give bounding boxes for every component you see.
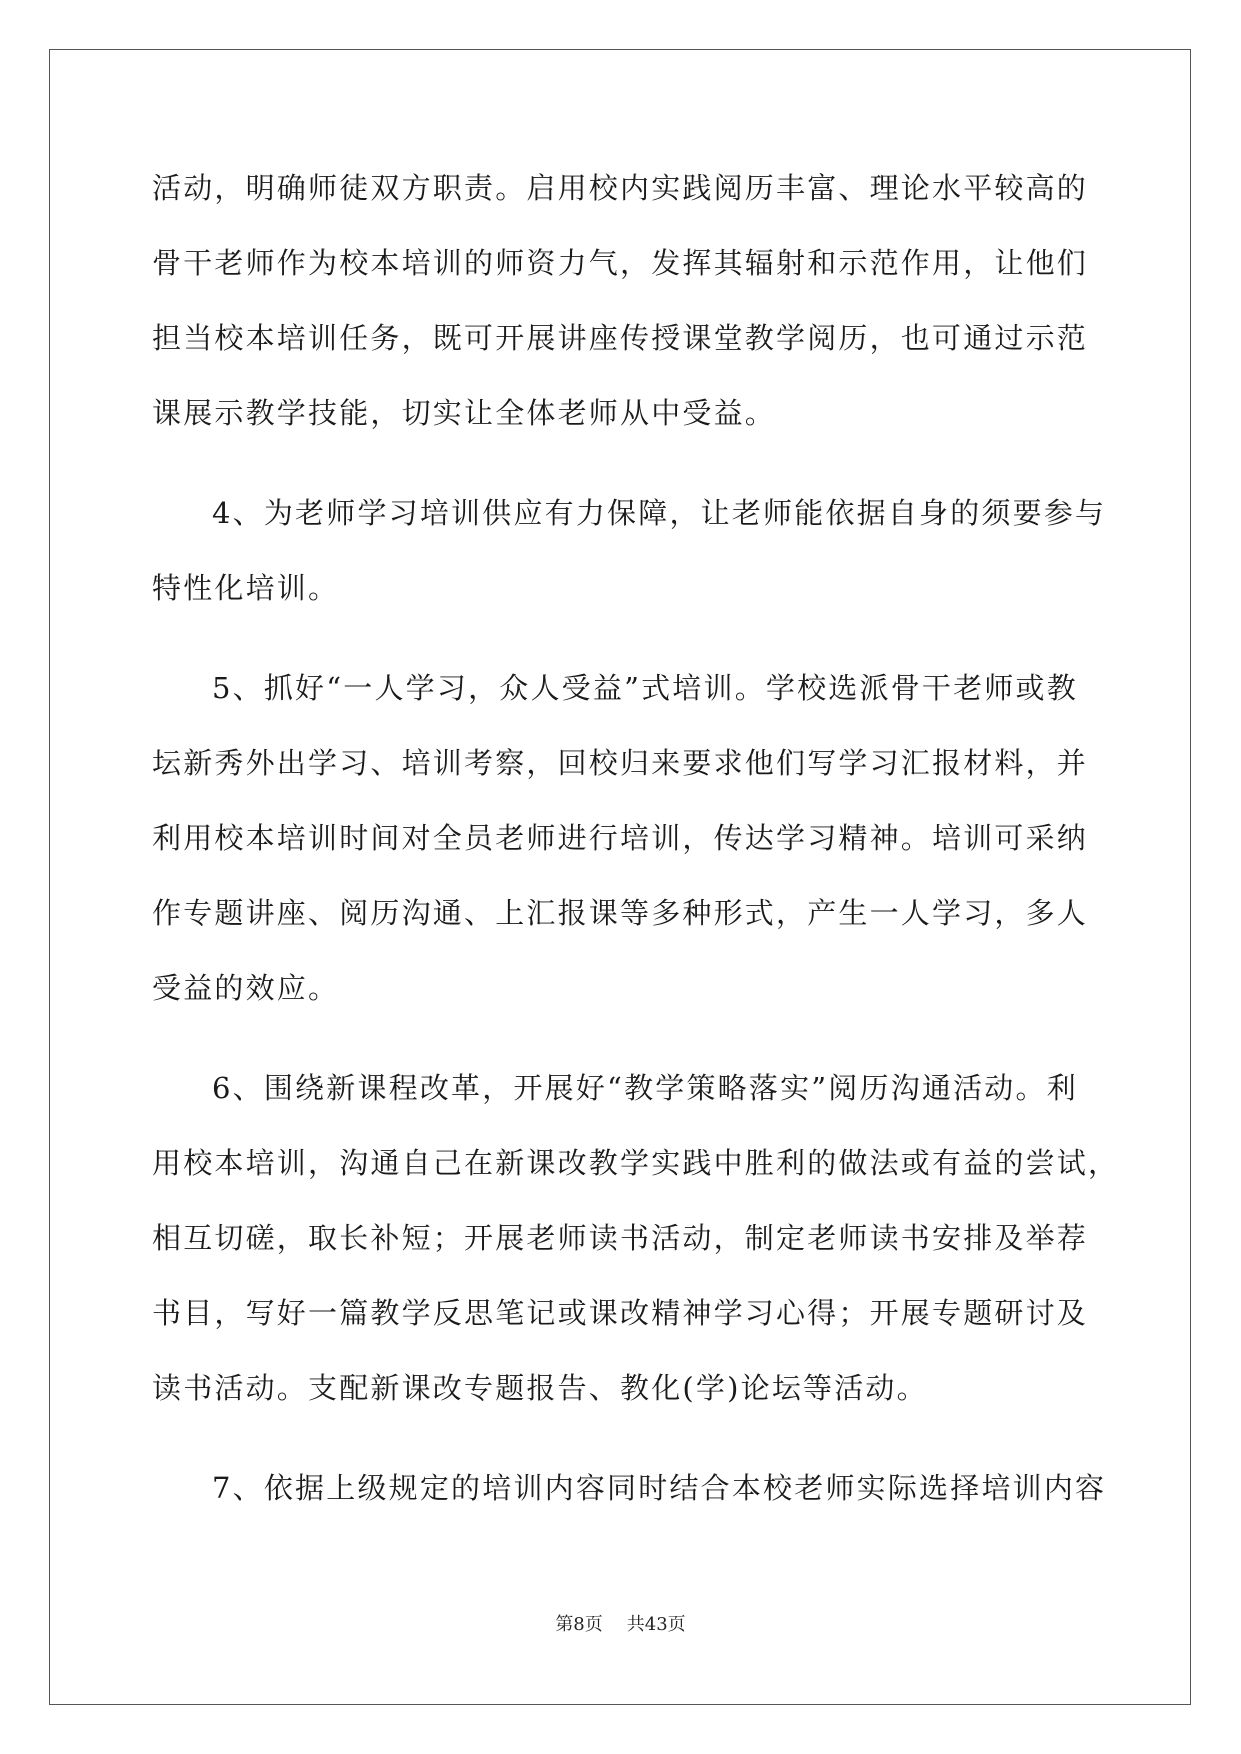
text-line: 用校本培训，沟通自己在新课改教学实践中胜利的做法或有益的尝试， [152, 1146, 1120, 1180]
text-line: 活动，明确师徒双方职责。启用校内实践阅历丰富、理论水平较高的 [152, 171, 1089, 205]
text-line: 特性化培训。 [152, 571, 340, 605]
text-line: 课展示教学技能，切实让全体老师从中受益。 [152, 396, 777, 430]
paragraph-5-start: 5、抓好“一人学习，众人受益”式培训。学校选派骨干老师或教 [212, 671, 1078, 705]
text-line: 作专题讲座、阅历沟通、上汇报课等多种形式，产生一人学习，多人 [152, 896, 1089, 930]
text-line: 担当校本培训任务，既可开展讲座传授课堂教学阅历，也可通过示范 [152, 321, 1089, 355]
text-line: 相互切磋，取长补短；开展老师读书活动，制定老师读书安排及举荐 [152, 1221, 1089, 1255]
paragraph-6-start: 6、围绕新课程改革，开展好“教学策略落实”阅历沟通活动。利 [212, 1071, 1078, 1105]
text-line: 书目，写好一篇教学反思笔记或课改精神学习心得；开展专题研讨及 [152, 1296, 1089, 1330]
text-line: 骨干老师作为校本培训的师资力气，发挥其辐射和示范作用，让他们 [152, 246, 1089, 280]
paragraph-4-start: 4、为老师学习培训供应有力保障，让老师能依据自身的须要参与 [212, 496, 1107, 530]
paragraph-7-start: 7、依据上级规定的培训内容同时结合本校老师实际选择培训内容 [212, 1471, 1107, 1505]
text-line: 利用校本培训时间对全员老师进行培训，传达学习精神。培训可采纳 [152, 821, 1089, 855]
text-line: 坛新秀外出学习、培训考察，回校归来要求他们写学习汇报材料，并 [152, 746, 1089, 780]
page-number: 第8页 [555, 1614, 603, 1635]
text-line: 读书活动。支配新课改专题报告、教化(学)论坛等活动。 [152, 1371, 928, 1405]
page-total: 共43页 [626, 1614, 686, 1635]
page-footer [0, 1613, 1241, 1637]
text-line: 受益的效应。 [152, 971, 340, 1005]
page-border [49, 49, 1191, 1705]
